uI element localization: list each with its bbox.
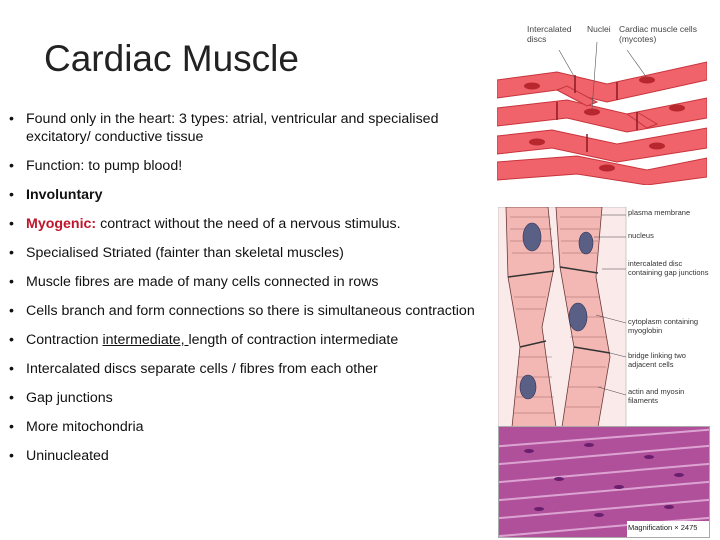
slide-title: Cardiac Muscle: [44, 38, 299, 79]
bullet-text: Muscle fibres are made of many cells connected in rows: [26, 274, 379, 290]
bullet-item: [8, 186, 478, 204]
callout-bridge: bridge linking two adjacent cells: [628, 351, 686, 369]
bullet-text: More mitochondria: [26, 419, 144, 435]
bullet-item: [8, 360, 478, 378]
bullet-item: [8, 215, 478, 233]
callout-actin-myosin: actin and myosin filaments: [628, 387, 685, 405]
bullet-dot: •: [9, 361, 14, 377]
callout-intercalated-disc: intercalated disc containing gap junctions: [628, 259, 709, 277]
histology-micrograph: [498, 426, 710, 538]
callout-cytoplasm: cytoplasm containing myoglobin: [628, 317, 699, 335]
bullet-item: [8, 244, 478, 262]
bullet-item: [8, 389, 478, 407]
bullet-item: [8, 273, 478, 291]
bullet-item: [8, 157, 478, 175]
bullet-item: [8, 447, 478, 465]
bullet-dot: •: [9, 390, 14, 406]
bullet-text: contract without the need of a nervous stimulus.: [96, 216, 401, 232]
bullet-dot: •: [9, 187, 14, 203]
bullet-dot: •: [9, 158, 14, 174]
bullet-text: Intercalated discs separate cells / fibres from each other: [26, 361, 378, 377]
bullet-dot: •: [9, 419, 14, 435]
micrograph-drawing: [499, 427, 710, 538]
label-cardiac-cells: Cardiac muscle cells (mycotes): [619, 24, 697, 44]
bullet-dot: •: [9, 303, 14, 319]
bullet-dot: •: [9, 332, 14, 348]
label-nuclei: Nuclei: [587, 24, 611, 34]
bullet-text: Uninucleated: [26, 448, 109, 464]
magnification-label: Magnification × 2475: [628, 523, 698, 532]
bullet-text: Cells branch and form connections so there is simultaneous contraction: [26, 303, 475, 319]
bullet-item: [8, 302, 478, 320]
bullet-text: Function: to pump blood!: [26, 158, 183, 174]
bullet-item: [8, 418, 478, 436]
illustration-labels: [527, 24, 707, 54]
bullet-prefix: Myogenic:: [26, 216, 97, 232]
bullet-text: Involuntary: [26, 187, 103, 203]
bullet-dot: •: [9, 274, 14, 290]
bullet-dot: •: [9, 448, 14, 464]
bullet-dot: •: [9, 111, 14, 127]
bullet-text: Specialised Striated (fainter than skeletal muscles): [26, 245, 344, 261]
cardiac-structure-diagram: [498, 207, 710, 427]
label-intercalated-discs: Intercalated discs: [527, 24, 572, 44]
bullet-item: [8, 331, 478, 349]
bullet-item: [8, 110, 478, 146]
bullet-underlined-text: intermediate,: [102, 332, 189, 348]
bullet-text: Contraction: [26, 332, 103, 348]
cardiac-cells-illustration: [497, 22, 707, 185]
bullet-dot: •: [9, 216, 14, 232]
callout-plasma-membrane: plasma membrane: [628, 208, 691, 217]
bullet-text: Gap junctions: [26, 390, 113, 406]
bullet-list: [8, 110, 478, 476]
bullet-text: Found only in the heart: 3 types: atrial, ventricular and specialised excitatory/ conductive tissue: [26, 111, 439, 145]
bullet-text: length of contraction intermediate: [188, 332, 399, 348]
bullet-dot: •: [9, 245, 14, 261]
callout-nucleus: nucleus: [628, 231, 654, 240]
